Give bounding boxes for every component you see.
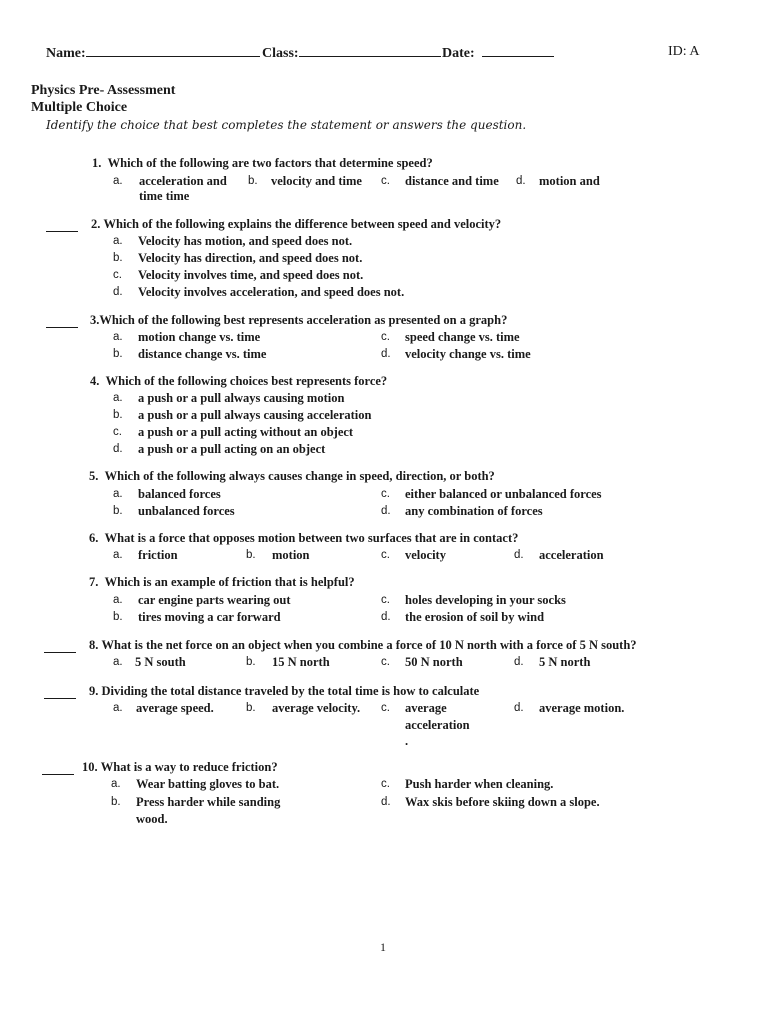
- question-number: 4.: [90, 374, 100, 388]
- section-heading: Multiple Choice: [31, 100, 128, 115]
- instructions: Identify the choice that best completes the statement or answers the question.: [46, 118, 527, 132]
- question-text: What is a force that opposes motion between two surfaces that are in contact?: [104, 531, 519, 545]
- question-number: 10.: [82, 760, 98, 774]
- question-text: Which of the following choices best represents force?: [105, 374, 388, 388]
- choice-5d[interactable]: any combination of forces: [405, 504, 543, 518]
- question-number: 5.: [89, 469, 99, 483]
- choice-letter: c.: [113, 269, 122, 281]
- answer-line-3[interactable]: [46, 326, 78, 328]
- choice-letter: c.: [381, 702, 390, 714]
- question-text: Dividing the total distance traveled by the total time is how to calculate: [101, 684, 480, 698]
- choice-letter: c.: [381, 331, 390, 343]
- choice-9c[interactable]: average: [405, 701, 447, 715]
- choice-9c-continuation: acceleration: [405, 718, 470, 732]
- question-4: [90, 374, 387, 389]
- choice-5b[interactable]: unbalanced forces: [138, 504, 235, 518]
- choice-letter: c.: [381, 175, 390, 187]
- choice-4b[interactable]: a push or a pull always causing acceleration: [138, 408, 372, 422]
- choice-5c[interactable]: either balanced or unbalanced forces: [405, 487, 602, 501]
- choice-1d[interactable]: motion and: [539, 174, 600, 188]
- class-field[interactable]: [262, 44, 441, 62]
- question-number: 2.: [91, 217, 101, 231]
- question-10: [82, 760, 278, 775]
- choice-9c-period: .: [405, 734, 409, 748]
- choice-letter: b.: [246, 549, 256, 561]
- choice-letter: a.: [113, 235, 123, 247]
- choice-2c[interactable]: Velocity involves time, and speed does not.: [138, 268, 364, 282]
- choice-1c[interactable]: distance and time: [405, 174, 499, 188]
- choice-9b[interactable]: average velocity.: [272, 701, 361, 715]
- date-blank[interactable]: [482, 44, 554, 57]
- choice-letter: c.: [381, 549, 390, 561]
- question-number: 7.: [89, 575, 99, 589]
- choice-letter: d.: [113, 286, 123, 298]
- choice-9d[interactable]: average motion.: [539, 701, 625, 715]
- choice-letter: d.: [514, 549, 524, 561]
- choice-6a[interactable]: friction: [138, 548, 178, 562]
- choice-1b[interactable]: velocity and time: [271, 174, 362, 188]
- choice-letter: d.: [381, 505, 391, 517]
- choice-letter: d.: [514, 656, 524, 668]
- choice-7c[interactable]: holes developing in your socks: [405, 593, 566, 607]
- choice-10b-continuation: wood.: [136, 812, 168, 826]
- choice-2a[interactable]: Velocity has motion, and speed does not.: [138, 234, 353, 248]
- choice-10b[interactable]: Press harder while sanding: [136, 795, 281, 809]
- question-number: 1.: [92, 156, 102, 170]
- question-5: [89, 469, 495, 484]
- question-2: [91, 217, 501, 232]
- choice-3d[interactable]: velocity change vs. time: [405, 347, 531, 361]
- question-6: [89, 531, 518, 546]
- choice-letter: d.: [516, 175, 526, 187]
- question-1: [92, 156, 433, 171]
- question-text: Which of the following best represents acceleration as presented on a graph?: [99, 313, 508, 327]
- choice-letter: b.: [113, 252, 123, 264]
- choice-5a[interactable]: balanced forces: [138, 487, 221, 501]
- choice-letter: b.: [113, 348, 123, 360]
- choice-letter: c.: [381, 778, 390, 790]
- choice-letter: d.: [514, 702, 524, 714]
- choice-letter: b.: [113, 505, 123, 517]
- question-number: 9.: [89, 684, 99, 698]
- choice-10c[interactable]: Push harder when cleaning.: [405, 777, 554, 791]
- question-text: What is a way to reduce friction?: [100, 760, 278, 774]
- question-number: 8.: [89, 638, 99, 652]
- choice-6d[interactable]: acceleration: [539, 548, 604, 562]
- question-number: 3.: [90, 313, 100, 327]
- choice-letter: a.: [113, 702, 123, 714]
- choice-letter: c.: [381, 594, 390, 606]
- choice-4a[interactable]: a push or a pull always causing motion: [138, 391, 345, 405]
- choice-1a[interactable]: acceleration and: [139, 174, 227, 188]
- choice-2d[interactable]: Velocity involves acceleration, and speed does not.: [138, 285, 405, 299]
- answer-line-2[interactable]: [46, 230, 78, 232]
- question-9: [89, 684, 479, 699]
- choice-letter: a.: [111, 778, 121, 790]
- choice-2b[interactable]: Velocity has direction, and speed does not.: [138, 251, 363, 265]
- choice-letter: c.: [113, 426, 122, 438]
- choice-7d[interactable]: the erosion of soil by wind: [405, 610, 545, 624]
- question-text: What is the net force on an object when you combine a force of 10 N north with a force of 5 N south?: [101, 638, 637, 652]
- choice-letter: d.: [381, 348, 391, 360]
- question-number: 6.: [89, 531, 99, 545]
- question-text: Which of the following explains the difference between speed and velocity?: [103, 217, 502, 231]
- choice-letter: a.: [113, 656, 123, 668]
- choice-letter: b.: [246, 702, 256, 714]
- choice-letter: a.: [113, 331, 123, 343]
- choice-3a[interactable]: motion change vs. time: [138, 330, 261, 344]
- name-field[interactable]: [46, 44, 260, 62]
- choice-letter: d.: [113, 443, 123, 455]
- choice-8d[interactable]: 5 N north: [539, 655, 591, 669]
- choice-letter: a.: [113, 488, 123, 500]
- name-label: Name:: [46, 46, 86, 61]
- choice-10d[interactable]: Wax skis before skiing down a slope.: [405, 795, 600, 809]
- question-7: [89, 575, 355, 590]
- page-number: 1: [380, 940, 386, 954]
- name-blank[interactable]: [86, 44, 260, 57]
- choice-8b[interactable]: 15 N north: [272, 655, 330, 669]
- choice-7a[interactable]: car engine parts wearing out: [138, 593, 291, 607]
- answer-line-10[interactable]: [42, 773, 74, 775]
- choice-letter: a.: [113, 594, 123, 606]
- answer-line-8[interactable]: [44, 651, 76, 653]
- choice-letter: c.: [381, 656, 390, 668]
- choice-letter: b.: [111, 796, 121, 808]
- page-title: Physics Pre- Assessment: [31, 83, 176, 98]
- choice-letter: a.: [113, 175, 123, 187]
- choice-3b[interactable]: distance change vs. time: [138, 347, 267, 361]
- choice-3c[interactable]: speed change vs. time: [405, 330, 520, 344]
- choice-letter: b.: [246, 656, 256, 668]
- choice-letter: b.: [113, 409, 123, 421]
- choice-7b[interactable]: tires moving a car forward: [138, 610, 281, 624]
- choice-letter: c.: [381, 488, 390, 500]
- choice-letter: a.: [113, 549, 123, 561]
- choice-6c[interactable]: velocity: [405, 548, 446, 562]
- choice-10a[interactable]: Wear batting gloves to bat.: [136, 777, 280, 791]
- date-label: Date:: [442, 46, 475, 61]
- choice-letter: a.: [113, 392, 123, 404]
- class-label: Class:: [262, 46, 299, 61]
- choice-8a[interactable]: 5 N south: [135, 655, 186, 669]
- choice-letter: d.: [381, 796, 391, 808]
- question-text: Which is an example of friction that is helpful?: [104, 575, 355, 589]
- question-8: [89, 638, 637, 653]
- question-text: Which of the following are two factors that determine speed?: [107, 156, 433, 170]
- answer-line-9[interactable]: [44, 697, 76, 699]
- choice-letter: d.: [381, 611, 391, 623]
- choice-letter: b.: [248, 175, 258, 187]
- date-field[interactable]: [442, 44, 554, 62]
- choice-8c[interactable]: 50 N north: [405, 655, 463, 669]
- question-3: [90, 313, 507, 328]
- class-blank[interactable]: [299, 44, 441, 57]
- question-text: Which of the following always causes change in speed, direction, or both?: [104, 469, 495, 483]
- choice-1a-continuation: time time: [139, 189, 190, 203]
- choice-9a[interactable]: average speed.: [136, 701, 214, 715]
- id-label: ID: A: [668, 44, 700, 59]
- choice-4c[interactable]: a push or a pull acting without an object: [138, 425, 354, 439]
- choice-4d[interactable]: a push or a pull acting on an object: [138, 442, 326, 456]
- choice-6b[interactable]: motion: [272, 548, 310, 562]
- choice-letter: b.: [113, 611, 123, 623]
